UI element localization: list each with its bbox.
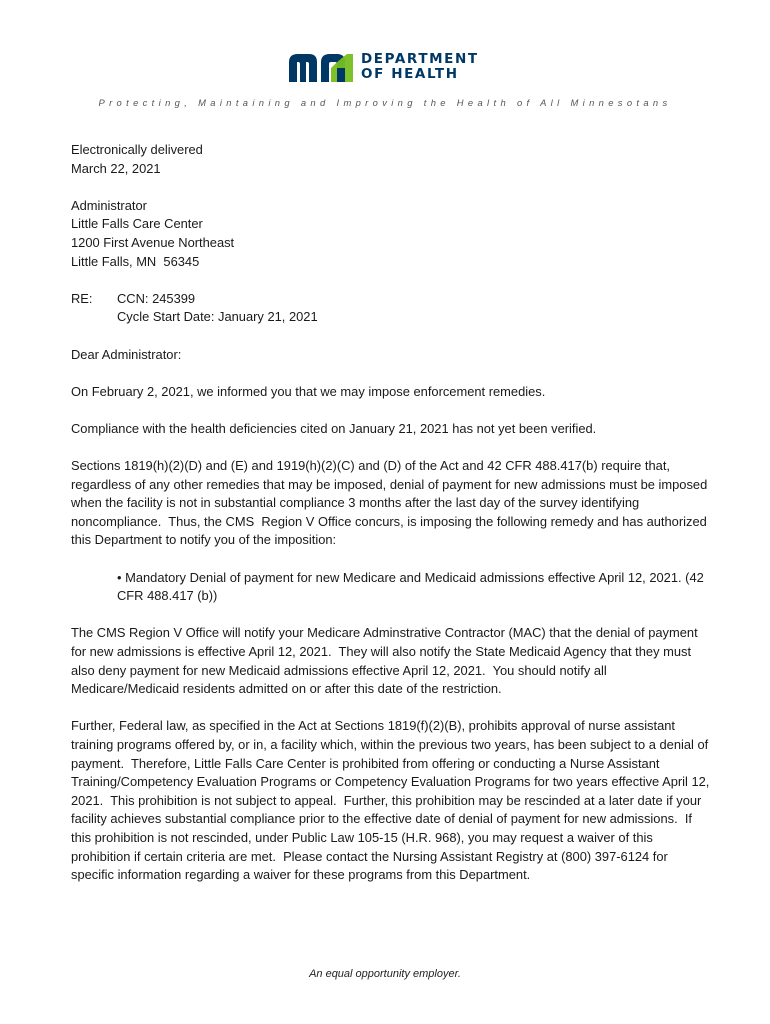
paragraph-4: The CMS Region V Office will notify your Medicare Adminstrative Contractor (MAC) that the denial of payment for new admissions is effective April 12, 2021. They will also notify the State Medicaid Agency that they must also deny payment for new Medicaid admissions effective April 12, 2021. You should notify all Medicare/Medicaid residents admitted on or after this date of the restriction. bbox=[71, 625, 702, 697]
re-label: RE: bbox=[71, 290, 93, 306]
footer-equal-opportunity: An equal opportunity employer. bbox=[309, 968, 461, 980]
remedy-bullet: • Mandatory Denial of payment for new Medicare and Medicaid admissions effective April 12, 2021. (42 CFR 488.417 (b)) bbox=[117, 569, 704, 604]
mn-department-of-health-logo bbox=[289, 50, 489, 86]
paragraph-3: Sections 1819(h)(2)(D) and (E) and 1919(h)(2)(C) and (D) of the Act and 42 CFR 488.417(b) require that, regardless of any other remedies that may be imposed, denial of payment for new admissions must be imposed when the facility is not in substantial compliance 3 months after the last day of the survey identifying noncompliance. Thus, the CMS Region V Office concurs, is imposing the following remedy and has authorized this Department to notify you of the imposition: bbox=[71, 458, 711, 548]
salutation: Dear Administrator: bbox=[71, 346, 182, 362]
department-name bbox=[361, 52, 479, 82]
tagline: Protecting, Maintaining and Improving the Health of All Minnesotans bbox=[98, 97, 672, 108]
address-line: Little Falls Care Center bbox=[71, 216, 203, 232]
letter-date: March 22, 2021 bbox=[71, 160, 161, 176]
dept-line-1: DEPARTMENT bbox=[361, 51, 479, 67]
address-line: Administrator bbox=[71, 197, 147, 213]
subject-reference bbox=[71, 290, 711, 327]
paragraph-1: On February 2, 2021, we informed you that we may impose enforcement remedies. bbox=[71, 383, 546, 399]
address-line: Little Falls, MN 56345 bbox=[71, 253, 200, 269]
address-line: 1200 First Avenue Northeast bbox=[71, 234, 235, 250]
recipient-address bbox=[71, 197, 711, 271]
paragraph-5: Further, Federal law, as specified in the Act at Sections 1819(f)(2)(B), prohibits approval of nurse assistant training programs offered by, or in, a facility which, within the previous two years, has been subject to a denial of payment. Therefore, Little Falls Care Center is prohibited from offering or conducting a Nurse Assistant Training/Competency Evaluation Programs or Competency Evaluation Programs for two years effective April 12, 2021. This prohibition is not subject to appeal. Further, this prohibition may be rescinded at a later date if your facility achieves substantial compliance prior to the effective date of denial of payment for new admissions. If this prohibition is not rescinded, under Public Law 105-15 (H.R. 968), you may request a waiver of this prohibition if certain criteria are met. Please contact the Nursing Assistant Registry at (800) 397-6124 for specific information regarding a waiver for these programs from this Department. bbox=[71, 718, 713, 883]
ccn-line: CCN: 245399 bbox=[117, 290, 196, 306]
dept-line-2: OF HEALTH bbox=[361, 66, 459, 82]
delivery-method: Electronically delivered bbox=[71, 142, 203, 157]
letterhead bbox=[0, 50, 770, 90]
paragraph-2: Compliance with the health deficiencies cited on January 21, 2021 has not yet been verified. bbox=[71, 420, 597, 436]
mn-logo-icon bbox=[289, 54, 355, 82]
cycle-start-line: Cycle Start Date: January 21, 2021 bbox=[117, 309, 318, 325]
letter-body bbox=[71, 141, 711, 885]
